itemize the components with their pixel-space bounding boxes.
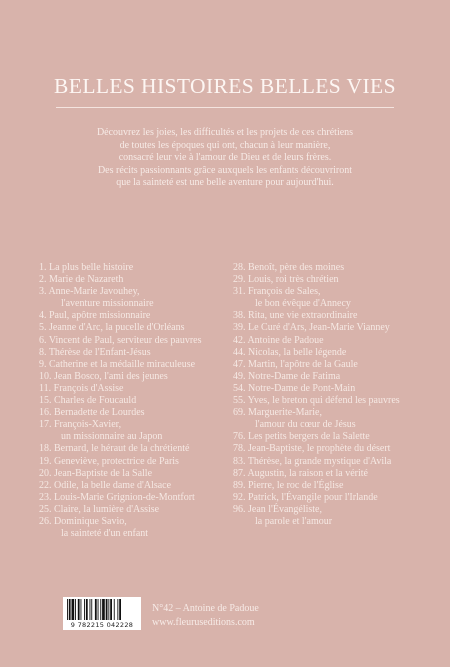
title-list-item bbox=[39, 492, 229, 504]
book-number: N°42 – Antoine de Padoue bbox=[152, 603, 259, 614]
title-number: 87. bbox=[233, 467, 246, 479]
title-text: Jean Bosco, l'ami des jeunes bbox=[54, 370, 168, 382]
title-list-item bbox=[39, 262, 229, 274]
title-text: Antoine de Padoue bbox=[247, 334, 324, 346]
title-number: 2. bbox=[39, 274, 47, 286]
title-list-item bbox=[39, 419, 229, 443]
title-text-continued: le bon évêque d'Annecy bbox=[255, 298, 351, 310]
title-number: 39. bbox=[233, 322, 246, 334]
title-number: 4. bbox=[39, 310, 47, 322]
title-number: 47. bbox=[233, 358, 246, 370]
title-divider bbox=[56, 107, 394, 108]
title-number: 76. bbox=[233, 431, 246, 443]
title-number: 96. bbox=[233, 503, 246, 515]
title-list-item bbox=[233, 322, 433, 334]
title-number: 92. bbox=[233, 491, 246, 503]
title-list-item bbox=[39, 322, 229, 334]
title-list-item bbox=[233, 443, 433, 455]
barcode bbox=[63, 597, 141, 630]
title-text: Dominique Savio, bbox=[54, 515, 127, 527]
title-number: 44. bbox=[233, 346, 246, 358]
title-list-item bbox=[39, 347, 229, 359]
title-text: Pierre, le roc de l'Église bbox=[248, 479, 344, 491]
title-list-item bbox=[39, 286, 229, 310]
title-list-item bbox=[233, 395, 433, 407]
title-list-item bbox=[233, 431, 433, 443]
title-list-item bbox=[39, 371, 229, 383]
title-number: 19. bbox=[39, 455, 52, 467]
title-text: Martin, l'apôtre de la Gaule bbox=[248, 358, 358, 370]
title-number: 6. bbox=[39, 334, 47, 346]
title-number: 31. bbox=[233, 286, 246, 298]
title-text: François-Xavier, bbox=[54, 419, 122, 431]
title-list-item bbox=[233, 456, 433, 468]
title-text: Marguerite-Marie, bbox=[248, 407, 322, 419]
title-number: 78. bbox=[233, 443, 246, 455]
title-text: Bernadette de Lourdes bbox=[54, 407, 145, 419]
title-text-continued: un missionnaire au Japon bbox=[61, 431, 163, 443]
title-list-item bbox=[233, 371, 433, 383]
title-text: Louis, roi très chrétien bbox=[248, 274, 339, 286]
title-list-item bbox=[233, 347, 433, 359]
title-list-item bbox=[39, 468, 229, 480]
title-number: 69. bbox=[233, 407, 246, 419]
title-list-item bbox=[39, 383, 229, 395]
title-number: 11. bbox=[39, 382, 52, 394]
title-list-item bbox=[39, 443, 229, 455]
title-text: Paul, apôtre missionnaire bbox=[49, 310, 151, 322]
title-number: 16. bbox=[39, 407, 52, 419]
title-text: Rita, une vie extraordinaire bbox=[248, 310, 358, 322]
title-text: Jean l'Évangéliste, bbox=[248, 503, 322, 515]
title-text: François de Sales, bbox=[248, 286, 321, 298]
title-text: Patrick, l'Évangile pour l'Irlande bbox=[248, 491, 378, 503]
barcode-digits: 9 782215 042228 bbox=[70, 621, 134, 629]
title-text: Augustin, la raison et la vérité bbox=[247, 467, 368, 479]
title-number: 55. bbox=[233, 395, 246, 407]
title-text: Yves, le breton qui défend les pauvres bbox=[247, 395, 400, 407]
title-number: 1. bbox=[39, 262, 47, 273]
title-number: 18. bbox=[39, 443, 52, 455]
titles-list-right bbox=[233, 262, 433, 528]
title-list-item bbox=[233, 262, 433, 274]
title-number: 10. bbox=[39, 370, 52, 382]
barcode-bars bbox=[67, 599, 137, 620]
title-list-item bbox=[39, 395, 229, 407]
title-number: 38. bbox=[233, 310, 246, 322]
title-text: Charles de Foucauld bbox=[54, 395, 137, 407]
title-list-item bbox=[39, 480, 229, 492]
title-text: Jean-Baptiste de la Salle bbox=[54, 467, 153, 479]
title-list-item bbox=[39, 335, 229, 347]
title-number: 22. bbox=[39, 479, 52, 491]
title-text: Odile, la belle dame d'Alsace bbox=[54, 479, 172, 491]
title-number: 23. bbox=[39, 491, 52, 503]
title-text: Marie de Nazareth bbox=[49, 274, 124, 286]
title-number: 28. bbox=[233, 262, 246, 273]
title-list-item bbox=[39, 504, 229, 516]
title-list-item bbox=[233, 359, 433, 371]
series-title: BELLES HISTOIRES BELLES VIES bbox=[54, 74, 396, 98]
title-list-item bbox=[233, 492, 433, 504]
title-number: 15. bbox=[39, 395, 52, 407]
title-text: Le Curé d'Ars, Jean-Marie Vianney bbox=[248, 322, 390, 334]
title-list-item bbox=[233, 480, 433, 492]
title-list-item bbox=[39, 310, 229, 322]
description-line: Découvrez les joies, les difficultés et les projets de ces chrétiens bbox=[96, 127, 354, 138]
title-list-item bbox=[233, 504, 433, 528]
title-number: 17. bbox=[39, 419, 52, 431]
title-list-item bbox=[233, 383, 433, 395]
title-text-continued: l'aventure missionnaire bbox=[61, 298, 154, 310]
title-number: 26. bbox=[39, 515, 52, 527]
title-number: 5. bbox=[39, 322, 47, 334]
description-line: que la sainteté est une belle aventure pour aujourd'hui. bbox=[116, 177, 334, 189]
title-list-item bbox=[233, 286, 433, 310]
title-text: Catherine et la médaille miraculeuse bbox=[49, 358, 196, 370]
title-text: Nicolas, la belle légende bbox=[248, 346, 347, 358]
title-number: 49. bbox=[233, 370, 246, 382]
title-list-item bbox=[39, 456, 229, 468]
title-list-item bbox=[233, 335, 433, 347]
title-number: 42. bbox=[233, 334, 246, 346]
title-number: 89. bbox=[233, 479, 246, 491]
title-text: François d'Assise bbox=[53, 382, 124, 394]
title-text: La plus belle histoire bbox=[49, 262, 134, 273]
title-text-continued: l'amour du cœur de Jésus bbox=[255, 419, 356, 431]
series-description bbox=[20, 127, 430, 190]
title-text: Les petits bergers de la Salette bbox=[248, 431, 370, 443]
description-line: consacré leur vie à l'amour de Dieu et de leurs frères. bbox=[118, 152, 332, 164]
title-list-item bbox=[39, 407, 229, 419]
title-text: Thérèse, la grande mystique d'Avila bbox=[247, 455, 392, 467]
title-number: 83. bbox=[233, 455, 246, 467]
title-list-item bbox=[233, 310, 433, 322]
title-number: 25. bbox=[39, 503, 52, 515]
title-list-item bbox=[233, 407, 433, 431]
title-text: Anne-Marie Javouhey, bbox=[48, 286, 140, 298]
title-number: 3. bbox=[39, 286, 47, 298]
title-text: Thérèse de l'Enfant-Jésus bbox=[48, 346, 151, 358]
title-text: Notre-Dame de Fatima bbox=[248, 370, 341, 382]
title-number: 29. bbox=[233, 274, 246, 286]
title-text: Claire, la lumière d'Assise bbox=[54, 503, 160, 515]
title-number: 54. bbox=[233, 382, 246, 394]
title-list-item bbox=[233, 274, 433, 286]
title-text: Jean-Baptiste, le prophète du désert bbox=[248, 443, 391, 455]
title-text: Louis-Marie Grignion-de-Montfort bbox=[54, 491, 195, 503]
title-list-item bbox=[233, 468, 433, 480]
title-number: 9. bbox=[39, 358, 47, 370]
title-list-item bbox=[39, 274, 229, 286]
title-number: 8. bbox=[39, 346, 47, 358]
title-list-item bbox=[39, 516, 229, 540]
title-text: Benoît, père des moines bbox=[248, 262, 345, 273]
title-text: Notre-Dame de Pont-Main bbox=[248, 382, 356, 394]
publisher-website[interactable]: www.fleuruseditions.com bbox=[152, 617, 255, 628]
title-text-continued: la sainteté d'un enfant bbox=[61, 528, 149, 540]
description-line: Des récits passionnants grâce auxquels les enfants découvriront bbox=[97, 164, 353, 176]
title-text-continued: la parole et l'amour bbox=[255, 515, 333, 527]
titles-list-left bbox=[39, 262, 229, 540]
description-line: de toutes les époques qui ont, chacun à leur manière, bbox=[119, 139, 331, 151]
title-list-item bbox=[39, 359, 229, 371]
title-text: Jeanne d'Arc, la pucelle d'Orléans bbox=[49, 322, 185, 334]
title-text: Bernard, le héraut de la chrétienté bbox=[54, 443, 190, 455]
title-text: Vincent de Paul, serviteur des pauvres bbox=[48, 334, 202, 346]
title-text: Geneviève, protectrice de Paris bbox=[54, 455, 179, 467]
title-number: 20. bbox=[39, 467, 52, 479]
